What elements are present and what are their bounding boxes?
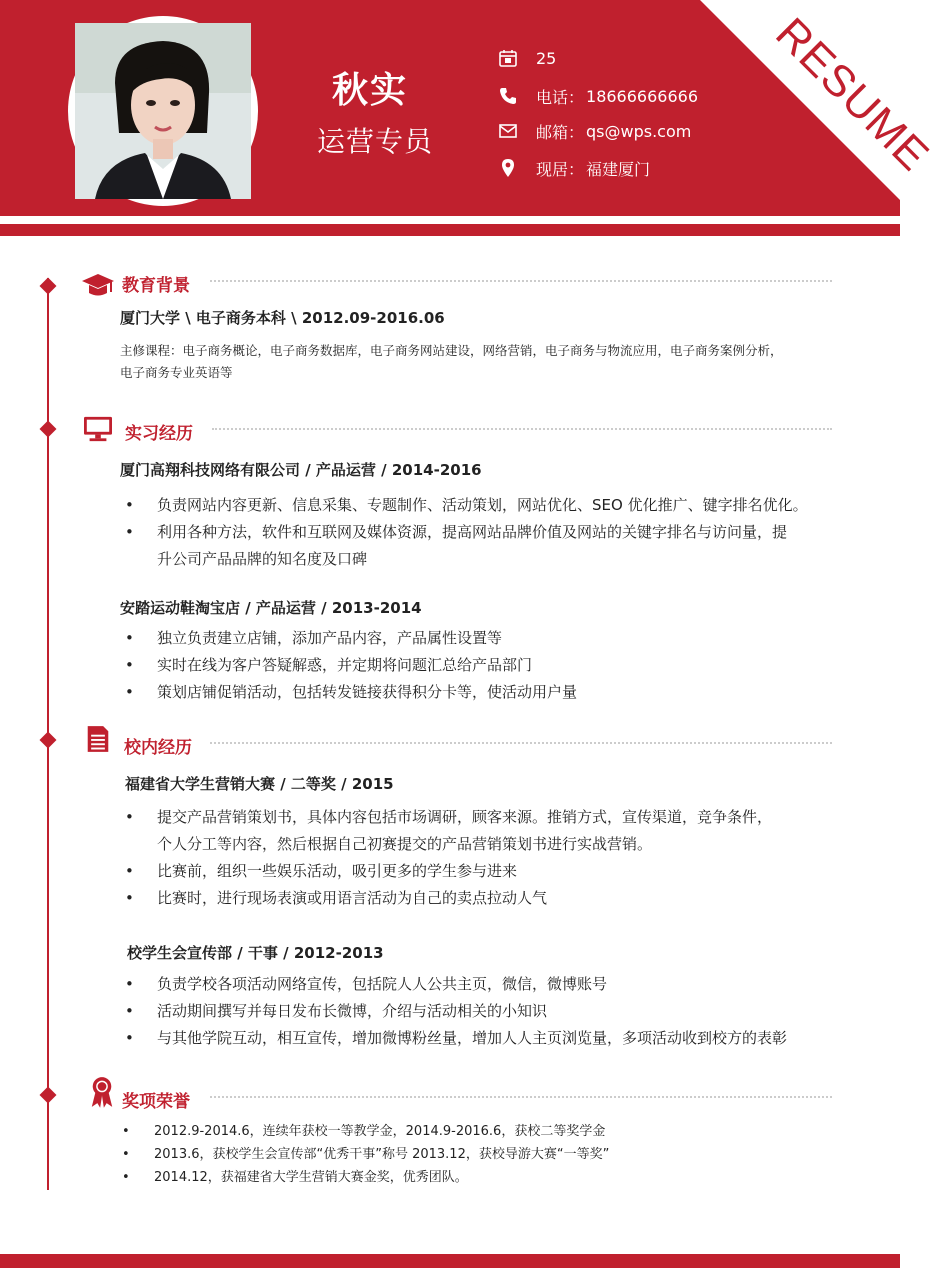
resume-corner-label: RESUME [766, 8, 939, 181]
campus-title: 校内经历 [124, 738, 192, 758]
section-divider [212, 428, 832, 430]
job-heading: 安踏运动鞋淘宝店 / 产品运营 / 2013-2014 [120, 599, 422, 617]
age-value: 25 [536, 48, 557, 68]
awards-title: 奖项荣誉 [122, 1092, 190, 1112]
education-title: 教育背景 [122, 276, 190, 296]
document-icon [80, 723, 116, 755]
resume-corner [700, 0, 939, 200]
header-underline [0, 224, 900, 236]
timeline-marker [40, 278, 57, 295]
email-label: 邮箱： [536, 122, 585, 142]
avatar [75, 23, 251, 199]
location-label: 现居： [536, 159, 585, 179]
candidate-role: 运营专员 [316, 125, 433, 158]
timeline-marker [40, 732, 57, 749]
education-courses-line2: 电子商务专业英语等 [120, 365, 233, 380]
phone-icon [496, 84, 520, 108]
section-divider [210, 1096, 832, 1098]
candidate-name: 秋实 [331, 70, 408, 111]
location-value: 福建厦门 [586, 159, 651, 179]
graduation-cap-icon [80, 270, 116, 302]
location-pin-icon [496, 156, 520, 180]
email-value: qs@wps.com [586, 121, 692, 141]
education-courses-line1: 主修课程：电子商务概论，电子商务数据库，电子商务网站建设，网络营销，电子商务与物流应用，电子商务案例分析， [120, 343, 783, 358]
location-row [496, 156, 650, 180]
timeline-marker [40, 421, 57, 438]
monitor-icon [80, 413, 116, 445]
education-heading: 厦门大学 \ 电子商务本科 \ 2012.09-2016.06 [120, 309, 445, 327]
calendar-icon [496, 46, 520, 70]
email-row [496, 119, 691, 143]
internship-title: 实习经历 [125, 424, 193, 444]
header-banner [0, 0, 939, 216]
profile-photo [68, 16, 258, 206]
job-heading: 厦门高翔科技网络有限公司 / 产品运营 / 2014-2016 [120, 461, 482, 479]
mail-icon [496, 119, 520, 143]
phone-value: 18666666666 [586, 86, 698, 106]
section-divider [210, 742, 832, 744]
award-ribbon-icon [84, 1076, 120, 1108]
timeline-marker [40, 1087, 57, 1104]
campus-heading: 校学生会宣传部 / 干事 / 2012-2013 [127, 944, 384, 962]
footer-bar [0, 1254, 900, 1268]
age-row [496, 46, 556, 70]
campus-heading: 福建省大学生营销大赛 / 二等奖 / 2015 [125, 775, 394, 793]
section-divider [210, 280, 832, 282]
phone-row [496, 84, 698, 108]
phone-label: 电话： [536, 87, 585, 107]
